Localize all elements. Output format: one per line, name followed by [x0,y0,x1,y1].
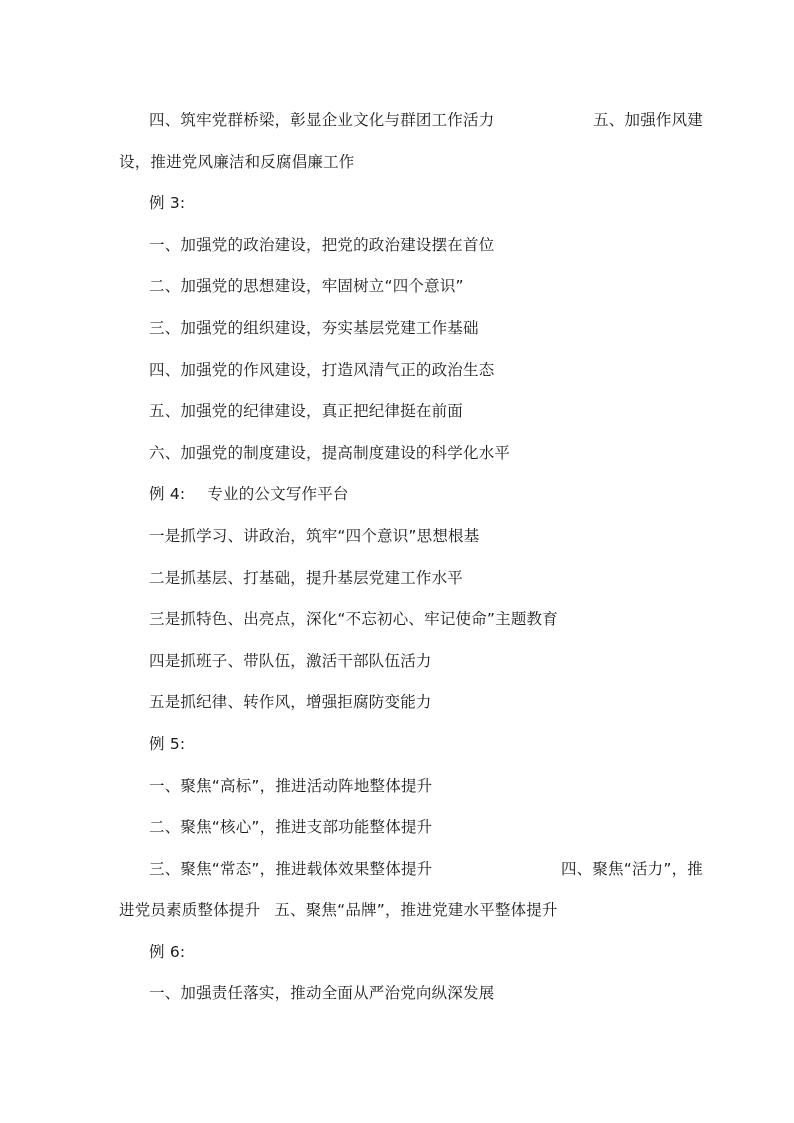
line-text: 四、加强党的作风建设，打造风清气正的政治生态 [149,360,495,379]
line-text: 五、加强党的纪律建设，真正把纪律挺在前面 [149,402,464,421]
paragraph-line [119,308,679,350]
line-text: 三、加强党的组织建设，夯实基层党建工作基础 [149,318,479,337]
example-heading [119,724,679,766]
paragraph-line [119,641,679,683]
line-text: 二、加强党的思想建设，牢固树立“四个意识” [149,277,464,296]
line-text: 三、聚焦“常态”，推进载体效果整体提升 [149,859,433,878]
watermark-text: 专业的公文写作平台 [207,485,349,504]
paragraph-line [119,807,679,849]
paragraph-line [119,142,679,184]
line-text: 例 3: [149,194,186,213]
line-text: 六、加强党的制度建设，提高制度建设的科学化水平 [149,443,511,462]
line-text: 例 6: [149,942,186,961]
line-text: 五、聚焦“品牌”，推进党建水平整体提升 [274,901,558,920]
line-text: 例 5: [149,734,186,753]
line-text: 进党员素质整体提升 [119,901,261,920]
example-heading [119,932,679,974]
paragraph-line [119,100,703,142]
line-text: 一是抓学习、讲政治，筑牢“四个意识”思想根基 [149,526,480,545]
line-text: 五是抓纪律、转作风，增强拒腐防变能力 [149,693,432,712]
line-text: 二、聚焦“核心”，推进支部功能整体提升 [149,818,433,837]
paragraph-line [119,266,679,308]
paragraph-line [119,890,679,932]
paragraph-line [119,558,679,600]
line-text: 四、筑牢党群桥梁，彰显企业文化与群团工作活力 [149,111,495,129]
line-text: 一、加强责任落实，推动全面从严治党向纵深发展 [149,984,495,1003]
line-text: 三是抓特色、出亮点，深化“不忘初心、牢记使命”主题教育 [149,610,558,629]
paragraph-line [119,391,679,433]
line-text: 五、加强作风建 [593,111,703,129]
paragraph-line [119,225,679,267]
line-text: 二是抓基层、打基础，提升基层党建工作水平 [149,568,464,587]
paragraph-line [119,433,679,475]
example-heading [119,474,679,516]
paragraph-line [119,350,679,392]
line-text: 一、聚焦“高标”，推进活动阵地整体提升 [149,776,433,795]
line-text: 四、聚焦“活力”，推 [560,859,703,878]
paragraph-line [119,516,679,558]
document-body [119,100,703,1015]
line-text: 一、加强党的政治建设，把党的政治建设摆在首位 [149,235,495,254]
paragraph-line [119,766,679,808]
paragraph-line [119,973,679,1015]
line-text: 例 4: [149,485,186,504]
line-text: 设，推进党风廉洁和反腐倡廉工作 [119,152,355,171]
line-text: 四是抓班子、带队伍，激活干部队伍活力 [149,651,432,670]
paragraph-line [119,599,679,641]
example-heading [119,183,679,225]
paragraph-line [119,849,703,891]
paragraph-line [119,682,679,724]
